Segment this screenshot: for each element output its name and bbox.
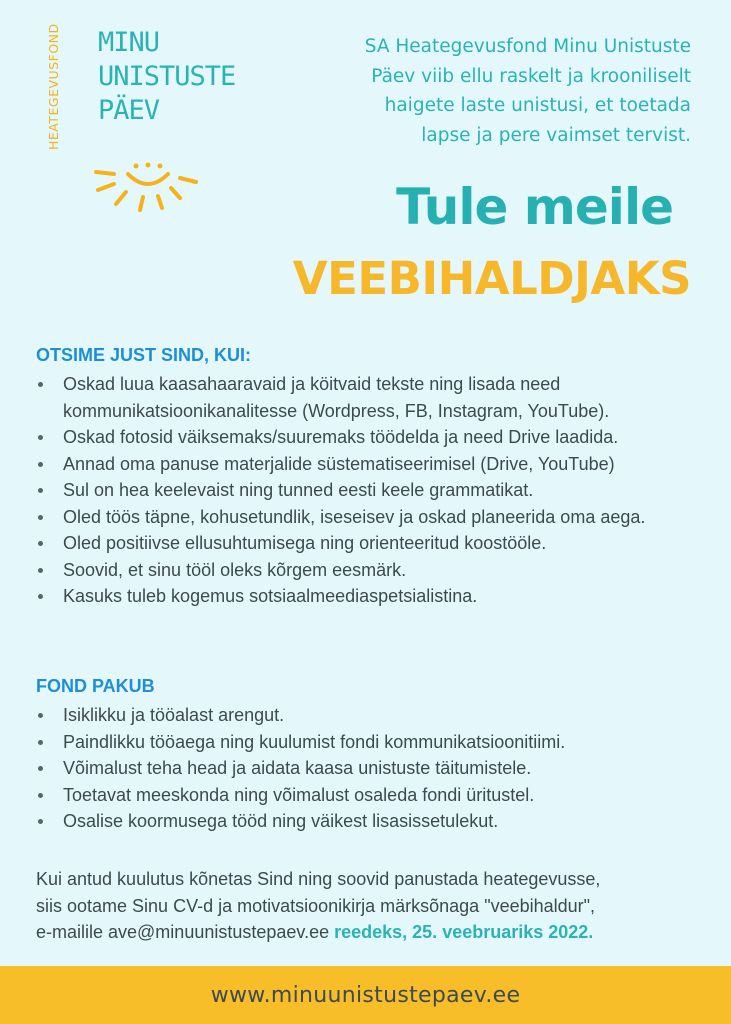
closing-line-1: Kui antud kuulutus kõnetas Sind ning soovid panustada heategevusse,	[36, 869, 601, 889]
list-item: Soovid, et sinu tööl oleks kõrgem eesmärk.	[36, 557, 696, 584]
intro-line: SA Heategevusfond Minu Unistuste	[364, 36, 691, 57]
list-item: Sul on hea keelevaist ning tunned eesti keele grammatikat.	[36, 477, 696, 504]
logo-line-1: MINU	[98, 27, 160, 58]
website-link[interactable]: www.minuunistustepaev.ee	[210, 982, 521, 1008]
requirements-list	[36, 371, 696, 610]
list-item: Oled positiivse ellusuhtumisega ning orienteeritud koostööle.	[36, 530, 696, 557]
list-item: Võimalust teha head ja aidata kaasa unistuste täitumistele.	[36, 755, 696, 782]
list-item: Toetavat meeskonda ning võimalust osaleda fondi üritustel.	[36, 782, 696, 809]
intro-line: Päev viib ellu raskelt ja krooniliselt	[371, 65, 691, 87]
logo-wordmark	[98, 26, 235, 128]
logo-line-3: PÄEV	[98, 95, 160, 126]
list-item: Annad oma panuse materjalide süstematiseerimisel (Drive, YouTube)	[36, 451, 696, 478]
closing-text	[36, 866, 706, 946]
intro-text	[271, 32, 691, 150]
deadline-text: reedeks, 25. veebruariks 2022.	[334, 922, 594, 942]
list-item: Paindlikku tööaega ning kuulumist fondi kommunikatsioonitiimi.	[36, 729, 696, 756]
list-item: Osalise koormusega tööd ning väikest lisasissetulekut.	[36, 808, 696, 835]
closing-line-2: siis ootame Sinu CV-d ja motivatsioonikirja märksõnaga "veebihaldur",	[36, 895, 596, 916]
sun-icon	[88, 160, 208, 215]
section-title-offer: FOND PAKUB	[36, 676, 155, 696]
logo-side-text: HEATEGEVUSFOND	[46, 23, 61, 150]
headline-line-1: Tule meile	[396, 178, 673, 236]
offer-list	[36, 702, 696, 835]
intro-line: lapse ja pere vaimset tervist.	[421, 124, 691, 146]
logo-line-2: UNISTUSTE	[98, 61, 236, 92]
list-item: Oled töös täpne, kohusetundlik, iseseisev ja oskad planeerida oma aega.	[36, 504, 696, 531]
list-item: Oskad luua kaasahaaravaid ja köitvaid tekste ning lisada need kommunikatsioonikanalitesse (Wordpress, FB, Instagram, YouTube).	[36, 371, 696, 424]
list-item: Oskad fotosid väiksemaks/suuremaks töödelda ja need Drive laadida.	[36, 424, 696, 451]
email-text: e-mailile ave@minuunistustepaev.ee	[36, 922, 330, 942]
intro-line: haigete laste unistusi, et toetada	[384, 95, 691, 116]
section-title-requirements: OTSIME JUST SIND, KUI:	[36, 345, 252, 365]
headline-line-2: VEEBIHALDJAKS	[292, 252, 691, 305]
list-item: Isiklikku ja tööalast arengut.	[36, 702, 696, 729]
footer-bar	[0, 966, 731, 1024]
list-item: Kasuks tuleb kogemus sotsiaalmeediaspetsialistina.	[36, 583, 696, 610]
closing-line-3	[36, 919, 706, 946]
